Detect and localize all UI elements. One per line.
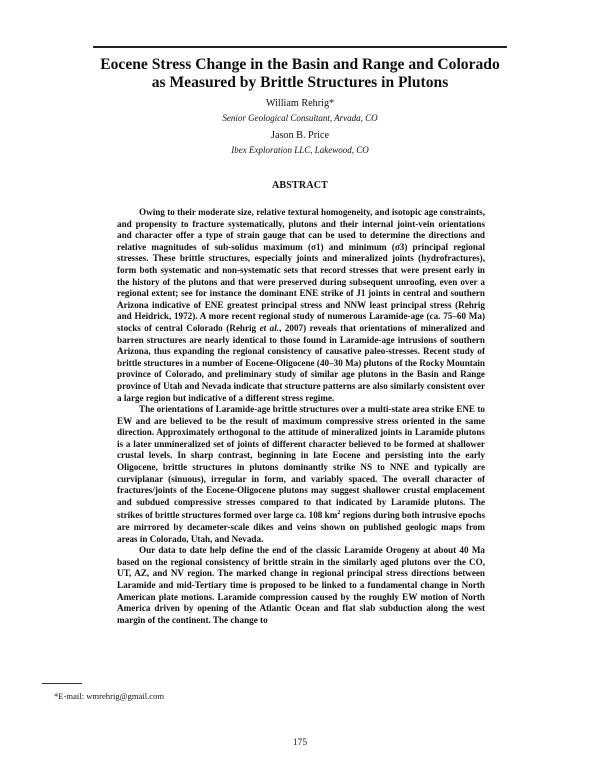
paragraph-1-italic: et al. [259,322,280,333]
header-rule [93,46,507,48]
paragraph-2-text-b: regions during both intrusive epochs are mirrored by decameter-scale dikes and veins shown on published geologic maps from areas in Colorado, Utah, and Nevada. [117,510,485,544]
paper-title [80,56,520,92]
page-number: 175 [292,738,308,748]
abstract-heading: ABSTRACT [271,180,329,191]
paragraph-1-text-a: Owing to their moderate size, relative textural homogeneity, and isotopic age constraints, and propensity to fracture systematically, plutons and their internal joint-vein orientations and character offer a type of strain gauge that can be used to determine the directions and relative magnitudes of sub-solidus maximum (σ1) and minimum (σ3) principal regional stresses. These brittle structures, especially joints and mineralized joints (hydrofractures), form both systematic and non-systematic sets that record stresses that were present early in the history of the plutons and that were preserved during subsequent unroofing, even over a regional extent; see for instance the dominant ENE strike of J1 joints in central and southern Arizona indicative of ENE greatest principal stress and NNW least principal stress (Rehrig and Heidrick, 1972). A more recent regional study of numerous Laramide-age (ca. 75–60 Ma) stocks of central Colorado (Rehrig [117,207,485,333]
abstract-paragraph-1 [117,207,485,404]
title-line-1: Eocene Stress Change in the Basin and Range and Colorado [100,56,500,73]
author-2-affiliation: Ibex Exploration LLC, Lakewood, CO [231,145,369,155]
paragraph-2-superscript: 2 [337,510,341,517]
paragraph-1-text-b: , 2007) reveals that orientations of mineralized and barren structures are nearly identical to those found in Laramide-age intrusions of southern Arizona, thus expanding the regional consistency of causative paleo-stresses. Recent study of brittle structures in a number of Eocene-Oligocene (40–30 Ma) plutons of the Rocky Mountain province of Colorado, and preliminary study of similar age plutons in the Basin and Range province of Utah and Nevada indicate that structure patterns are also similarly consistent over a large region but indicative of a different stress regime. [117,322,485,403]
author-1-name: William Rehrig* [265,98,335,109]
footnote-rule [42,683,82,684]
author-2-name: Jason B. Price [270,130,329,141]
title-line-2: as Measured by Brittle Structures in Plutons [151,74,449,91]
abstract-paragraph-2 [117,404,485,545]
author-1-affiliation: Senior Geological Consultant, Arvada, CO [222,113,378,123]
abstract-paragraph-3: Our data to date help define the end of the classic Laramide Orogeny at about 40 Ma based on the regional consistency of brittle strain in the similarly aged plutons over the CO, UT, AZ, and NV region. The marked change in regional principal stress directions between Laramide and mid-Tertiary time is proposed to be linked to a fundamental change in North American plate motions. Laramide compression caused by the roughly EW motion of North America driven by opening of the Atlantic Ocean and flat slab subduction along the west margin of the continent. The change to [117,545,485,625]
footnote-email: *E-mail: wmrehrig@gmail.com [54,691,165,701]
abstract-body [117,207,485,626]
paragraph-2-text-a: The orientations of Laramide-age brittle structures over a multi-state area strike ENE to EW and are believed to be the result of maximum compressive stress oriented in the same direction. Approximately orthogonal to the attitude of mineralized joints in Laramide plutons is a later unmineralized set of joints of different character believed to be formed at shallower crustal levels. In sharp contrast, beginning in late Eocene and persisting into the early Oligocene, brittle structures in plutons dominantly strike NS to NNE and typically are curviplanar (sinuous), irregular in form, and variably spaced. The overall character of fractures/joints of the Eocene-Oligocene plutons may suggest shallower crustal emplacement and subdued compressive stresses compared to that indicated by Laramide plutons. The strikes of brittle structures formed over large ca. 108 km [117,404,485,521]
